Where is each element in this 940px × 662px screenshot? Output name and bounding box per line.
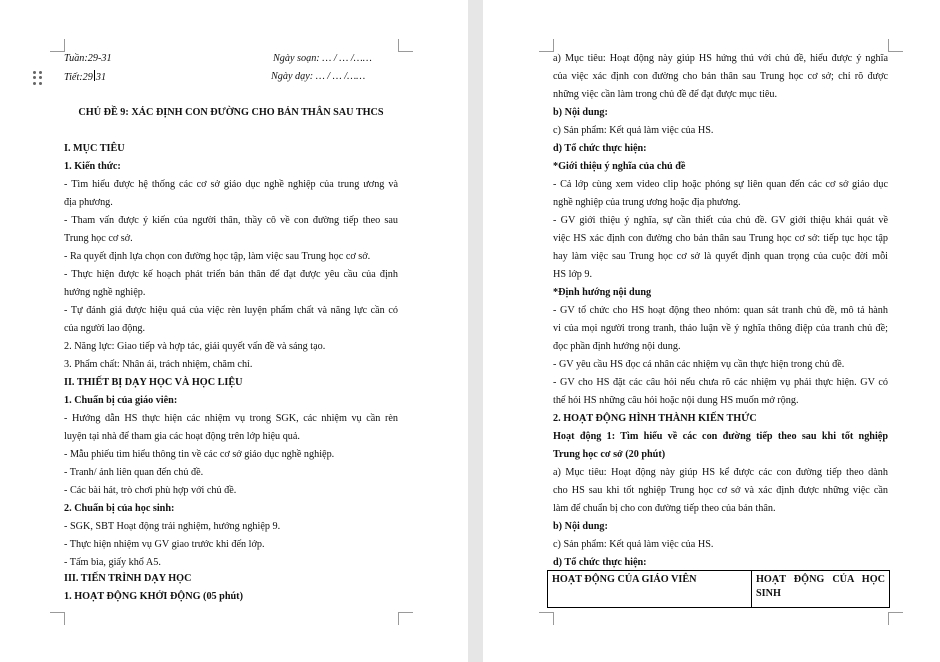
crop-mark (539, 612, 554, 625)
paragraph-line: Trung học cơ sở. (64, 233, 133, 244)
header-week: Tuần:29-31 (64, 53, 112, 64)
paragraph-line: - Thực hiện nhiệm vụ GV giao trước khi đến lớp. (64, 539, 265, 550)
paragraph-line: làm để chuẩn bị cho con đường tiếp theo của bản thân. (553, 503, 776, 514)
table-header-teacher: HOẠT ĐỘNG CỦA GIÁO VIÊN (548, 571, 752, 608)
table-header-student-line2: SINH (756, 588, 781, 599)
subsection-heading: b) Nội dung: (553, 107, 608, 118)
header-teach-date: Ngày dạy: … / … /…… (271, 71, 366, 82)
crop-mark (50, 612, 65, 625)
paragraph-line: vi của mọi người trong tranh, thảo luận về ý nghĩa thông điệp của tranh chủ đề; (553, 323, 888, 334)
subsection-heading: *Định hướng nội dung (553, 287, 652, 298)
subsection-heading: 2. Chuẩn bị của học sinh: (64, 503, 175, 514)
paragraph-line: - Tấm bìa, giấy khổ A5. (64, 557, 161, 568)
paragraph-line: của người lao động. (64, 323, 146, 334)
paragraph-line: - Tranh/ ảnh liên quan đến chủ đề. (64, 467, 204, 478)
table-header-student-line1: HOẠT ĐỘNG CỦA HỌC (756, 574, 885, 585)
paragraph-line: - GV cho HS đặt các câu hỏi nếu chưa rõ các nhiệm vụ phải thực hiện. GV có (553, 377, 888, 388)
crop-mark (539, 39, 554, 52)
paragraph-line: 2. Năng lực: Giao tiếp và hợp tác, giải quyết vấn đề và sáng tạo. (64, 341, 326, 352)
activity-heading: Hoạt động 1: Tìm hiểu về các con đường tiếp theo sau khi tốt nghiệp (553, 431, 888, 442)
subsection-heading: d) Tổ chức thực hiện: (553, 557, 647, 568)
text-cursor (94, 70, 95, 81)
paragraph-line: - Mẫu phiếu tìm hiểu thông tin về các cơ sở giáo dục nghề nghiệp. (64, 449, 335, 460)
table-header-student (752, 571, 890, 608)
section-heading: 2. HOẠT ĐỘNG HÌNH THÀNH KIẾN THỨC (553, 413, 757, 424)
crop-mark (888, 39, 903, 52)
header-period[interactable]: Tiết:29 31 (64, 72, 107, 83)
crop-mark (50, 39, 65, 52)
subsection-heading: 1. Kiến thức: (64, 161, 121, 172)
paragraph-line: c) Sản phẩm: Kết quả làm việc của HS. (553, 539, 714, 550)
paragraph-line: - Tìm hiểu được hệ thống các cơ sở giáo dục nghề nghiệp của trung ương và (64, 179, 398, 190)
paragraph-line: - Hướng dẫn HS thực hiện các nhiệm vụ trong SGK, các nhiệm vụ cần rèn (64, 413, 398, 424)
paragraph-line: - Cả lớp cùng xem video clip hoặc phóng sự liên quan đến các cơ sở giáo dục (553, 179, 888, 190)
paragraph-line: đọc phần định hướng nội dung. (553, 341, 681, 352)
paragraph-line: c) Sản phẩm: Kết quả làm việc của HS. (553, 125, 714, 136)
crop-mark (398, 39, 413, 52)
subsection-heading: *Giới thiệu ý nghĩa của chủ đề (553, 161, 686, 172)
paragraph-line: luyện tại nhà để tham gia các hoạt động trên lớp hiệu quả. (64, 431, 300, 442)
paragraph-line: - GV yêu cầu HS đọc cá nhân các nhiệm vụ cần thực hiện trong chủ đề. (553, 359, 845, 370)
paragraph-line: a) Mục tiêu: Hoạt động này giúp HS kể được các con đường tiếp theo dành (553, 467, 888, 478)
document-title: CHỦ ĐỀ 9: XÁC ĐỊNH CON ĐƯỜNG CHO BẢN THÂN SAU THCS (78, 107, 384, 118)
paragraph-line: - Tham vấn được ý kiến của người thân, thầy cô về con đường tiếp theo sau (64, 215, 398, 226)
header-prep-date: Ngày soạn: … / … /…… (273, 53, 372, 64)
paragraph-line: nghề nghiệp của trung ương hoặc địa phương. (553, 197, 741, 208)
paragraph-line: 3. Phẩm chất: Nhân ái, trách nhiệm, chăm chỉ. (64, 359, 253, 370)
paragraph-line: a) Mục tiêu: Hoạt động này giúp HS hứng thú với chủ đề, hiểu được ý nghĩa (553, 53, 888, 64)
subsection-heading: d) Tổ chức thực hiện: (553, 143, 647, 154)
paragraph-line: địa phương. (64, 197, 113, 208)
table-row (548, 571, 890, 608)
page-gap (468, 0, 483, 662)
paragraph-line: - Tự đánh giá được hiệu quả của việc rèn luyện phẩm chất và năng lực cần có (64, 305, 398, 316)
crop-mark (888, 612, 903, 625)
paragraph-line: hướng nghề nghiệp. (64, 287, 146, 298)
paragraph-line: của việc xác định con đường cho bản thân sau Trung học cơ sở; chỉ rõ được (553, 71, 888, 82)
paragraph-line: - Các bài hát, trò chơi phù hợp với chủ đề. (64, 485, 237, 496)
activity-heading: Trung học cơ sở (20 phút) (553, 449, 666, 460)
paragraph-line: hay làm việc sau Trung học cơ sở là quyết định quan trọng của cuộc đời mỗi (553, 251, 888, 262)
crop-mark (398, 612, 413, 625)
paragraph-line: việc HS xác định con đường cho bản thân sau Trung học cơ sở: tiếp tục học tập (553, 233, 888, 244)
paragraph-line: thể hỏi HS những câu hỏi hoặc nội dung HS muốn mở rộng. (553, 395, 799, 406)
paragraph-line: HS lớp 9. (553, 269, 593, 280)
subsection-heading: 1. Chuẩn bị của giáo viên: (64, 395, 178, 406)
paragraph-line: cho HS sau khi tốt nghiệp Trung học cơ sở và xác định được những việc cần (553, 485, 888, 496)
subsection-heading: b) Nội dung: (553, 521, 608, 532)
section-heading: 1. HOẠT ĐỘNG KHỞI ĐỘNG (05 phút) (64, 591, 243, 602)
paragraph-line: - Thực hiện được kế hoạch phát triển bản thân để đạt được yêu cầu của định (64, 269, 398, 280)
drag-handle-icon[interactable] (33, 71, 43, 85)
activity-table (547, 570, 890, 608)
section-heading: II. THIẾT BỊ DẠY HỌC VÀ HỌC LIỆU (64, 377, 243, 388)
section-heading: I. MỤC TIÊU (64, 143, 125, 154)
paragraph-line: những việc cần làm trong chủ đề để đạt được mục tiêu. (553, 89, 778, 100)
paragraph-line: - GV giới thiệu ý nghĩa, sự cần thiết của chủ đề. GV giới thiệu khái quát về (553, 215, 888, 226)
paragraph-line: - GV tổ chức cho HS hoạt động theo nhóm: quan sát tranh chủ đề, mô tả hành (553, 305, 888, 316)
section-heading: III. TIẾN TRÌNH DẠY HỌC (64, 573, 192, 584)
paragraph-line: - Ra quyết định lựa chọn con đường học tập, làm việc sau Trung học cơ sở. (64, 251, 371, 262)
paragraph-line: - SGK, SBT Hoạt động trải nghiệm, hướng nghiệp 9. (64, 521, 281, 532)
